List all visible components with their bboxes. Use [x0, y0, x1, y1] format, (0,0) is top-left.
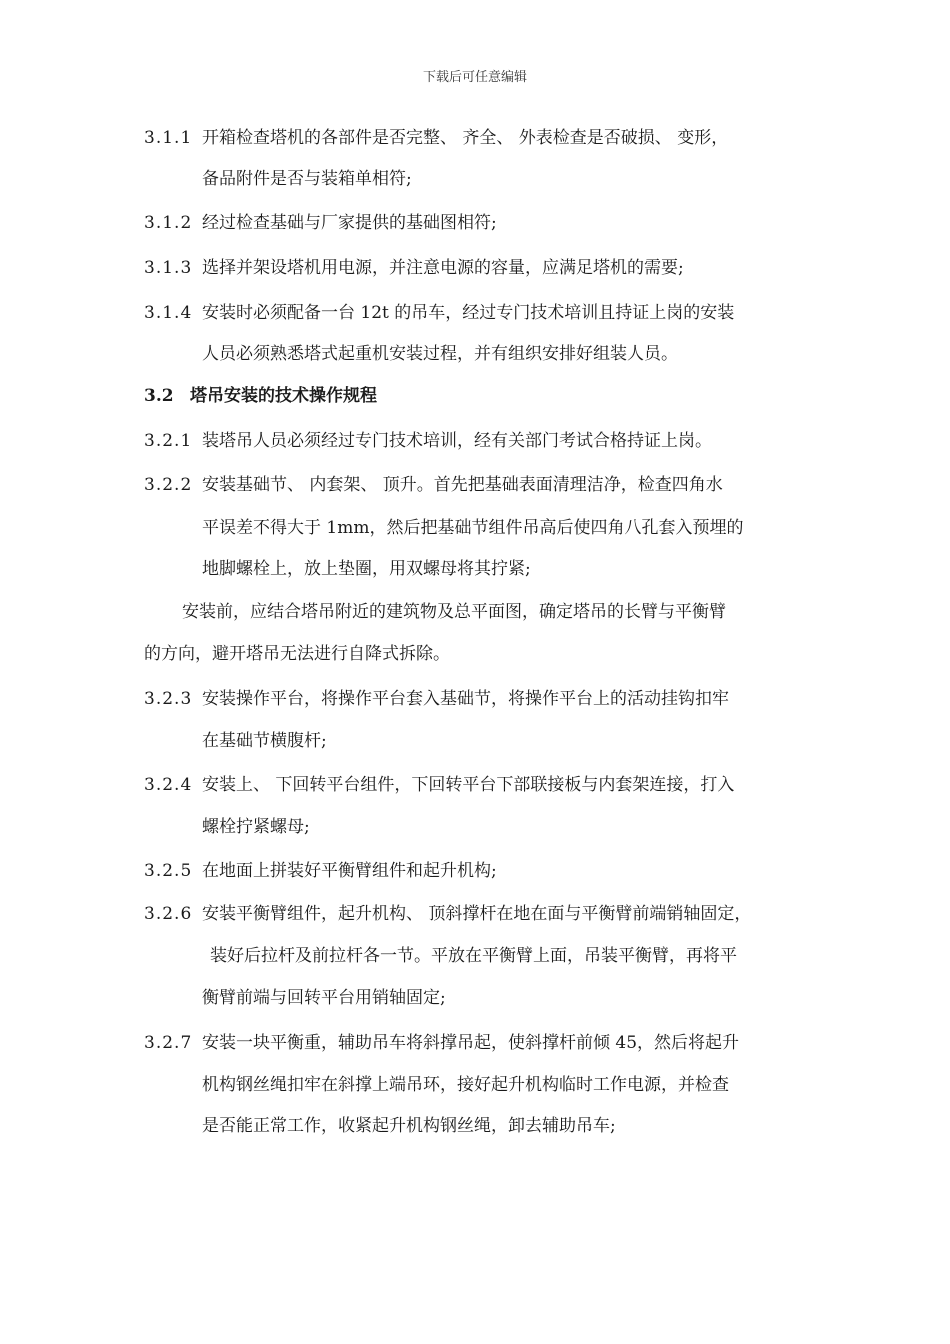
item-3-1-4 [144, 302, 734, 324]
item-text: 螺栓拧紧螺母; [202, 817, 310, 837]
item-text: 在地面上拼装好平衡臂组件和起升机构; [202, 861, 497, 881]
item-3-2-7-cont-1 [202, 1074, 729, 1096]
item-3-2-3 [144, 688, 729, 710]
item-text: 安装操作平台，将操作平台套入基础节，将操作平台上的活动挂钩扣牢 [202, 689, 729, 709]
item-3-1-1-cont [202, 168, 412, 190]
item-number: 3.2.3 [144, 689, 193, 709]
section-number: 3.2 [144, 386, 174, 406]
item-text: 在基础节横腹杆; [202, 731, 327, 751]
item-number: 3.2.2 [144, 475, 193, 495]
item-number: 3.2.4 [144, 775, 193, 795]
item-text: 备品附件是否与装箱单相符; [202, 169, 412, 189]
item-text: 开箱检查塔机的各部件是否完整、 齐全、 外表检查是否破损、 变形， [202, 128, 729, 148]
item-text: 装好后拉杆及前拉杆各一节。平放在平衡臂上面，吊装平衡臂，再将平 [210, 946, 737, 966]
item-text: 人员必须熟悉塔式起重机安装过程，并有组织安排好组装人员。 [202, 344, 678, 364]
item-3-2-2-cont-2 [202, 558, 531, 580]
item-3-2-5 [144, 860, 497, 882]
item-3-2-1 [144, 430, 712, 452]
item-3-2-3-cont [202, 730, 327, 752]
item-number: 3.2.1 [144, 431, 193, 451]
paragraph-text: 安装前，应结合塔吊附近的建筑物及总平面图，确定塔吊的长臂与平衡臂 [182, 602, 726, 622]
item-3-2-4 [144, 774, 734, 796]
item-text: 安装时必须配备一台 12t 的吊车，经过专门技术培训且持证上岗的安装 [202, 303, 735, 323]
section-title: 塔吊安装的技术操作规程 [190, 386, 377, 406]
item-3-2-2-cont-1 [202, 517, 743, 539]
section-heading-3-2 [144, 385, 377, 407]
item-number: 3.1.2 [144, 213, 193, 233]
item-text: 衡臂前端与回转平台用销轴固定; [202, 988, 446, 1008]
item-text: 地脚螺栓上，放上垫圈，用双螺母将其拧紧; [202, 559, 531, 579]
item-3-1-1 [144, 127, 728, 149]
item-text: 经过检查基础与厂家提供的基础图相符; [202, 213, 497, 233]
item-3-2-7-cont-2 [202, 1115, 616, 1137]
item-3-1-3 [144, 257, 684, 279]
item-number: 3.1.4 [144, 303, 193, 323]
item-3-2-6 [144, 903, 751, 925]
paragraph-text: 的方向，避开塔吊无法进行自降式拆除。 [144, 644, 450, 664]
item-text: 安装基础节、 内套架、 顶升。首先把基础表面清理洁净，检查四角水 [202, 475, 723, 495]
item-number: 3.2.6 [144, 904, 193, 924]
item-text: 平误差不得大于 1mm，然后把基础节组件吊高后使四角八孔套入预埋的 [202, 518, 744, 538]
item-text: 是否能正常工作，收紧起升机构钢丝绳，卸去辅助吊车; [202, 1116, 616, 1136]
item-3-1-2 [144, 212, 497, 234]
item-number: 3.2.7 [144, 1033, 193, 1053]
item-text: 安装一块平衡重，辅助吊车将斜撑吊起，使斜撑杆前倾 45，然后将起升 [202, 1033, 740, 1053]
item-number: 3.2.5 [144, 861, 193, 881]
item-3-2-6-cont-1 [210, 945, 737, 967]
item-text: 装塔吊人员必须经过专门技术培训，经有关部门考试合格持证上岗。 [202, 431, 712, 451]
page-header: 下载后可任意编辑 [422, 70, 527, 85]
paragraph-line-2 [144, 643, 450, 665]
item-text: 安装上、 下回转平台组件，下回转平台下部联接板与内套架连接，打入 [202, 775, 735, 795]
item-text: 安装平衡臂组件，起升机构、 顶斜撑杆在地在面与平衡臂前端销轴固定， [202, 904, 752, 924]
item-number: 3.1.3 [144, 258, 193, 278]
item-3-2-7 [144, 1032, 739, 1054]
item-3-2-4-cont [202, 816, 310, 838]
item-3-2-2 [144, 474, 723, 496]
item-3-1-4-cont [202, 343, 678, 365]
paragraph-line-1 [182, 601, 726, 623]
item-text: 机构钢丝绳扣牢在斜撑上端吊环，接好起升机构临时工作电源，并检查 [202, 1075, 729, 1095]
item-text: 选择并架设塔机用电源，并注意电源的容量，应满足塔机的需要; [202, 258, 684, 278]
item-number: 3.1.1 [144, 128, 193, 148]
item-3-2-6-cont-2 [202, 987, 446, 1009]
